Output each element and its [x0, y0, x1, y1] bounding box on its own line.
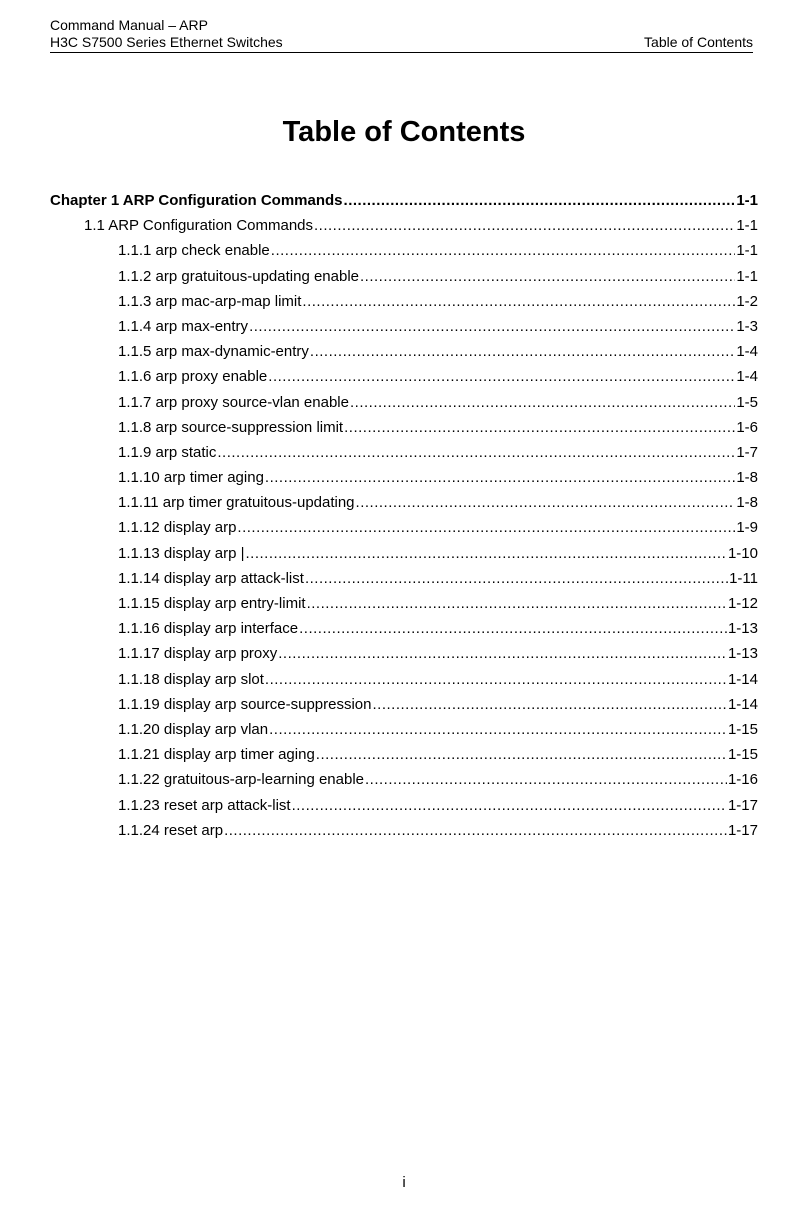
toc-leader-dots: [316, 742, 727, 767]
toc-entry[interactable]: [50, 616, 758, 641]
toc-entry-page[interactable]: 1-16: [727, 771, 758, 789]
toc-leader-dots: [265, 667, 727, 692]
toc-entry-title[interactable]: 1.1.4 arp max-entry: [118, 317, 249, 335]
toc-entry[interactable]: [50, 717, 758, 742]
toc-leader-dots: [224, 818, 727, 843]
toc-leader-dots: [249, 314, 735, 339]
toc-leader-dots: [310, 339, 735, 364]
toc-leader-dots: [265, 465, 735, 490]
toc-entry-title[interactable]: 1.1 ARP Configuration Commands: [84, 217, 314, 235]
toc-entry[interactable]: [50, 818, 758, 843]
toc-leader-dots: [299, 616, 727, 641]
toc-entry[interactable]: [50, 264, 758, 289]
toc-entry[interactable]: [50, 767, 758, 792]
toc-entry-page[interactable]: 1-17: [727, 821, 758, 839]
toc-entry[interactable]: [50, 541, 758, 566]
toc-entry[interactable]: [50, 188, 758, 213]
toc-leader-dots: [344, 188, 736, 213]
toc-entry-page[interactable]: 1-1: [736, 242, 758, 260]
page-number: i: [402, 1174, 406, 1191]
toc-entry-page[interactable]: 1-6: [736, 418, 758, 436]
toc-entry[interactable]: [50, 440, 758, 465]
toc-entry-title[interactable]: 1.1.8 arp source-suppression limit: [118, 418, 344, 436]
toc-entry[interactable]: [50, 289, 758, 314]
toc-entry-page[interactable]: 1-15: [727, 720, 758, 738]
header-row-2: [50, 34, 753, 51]
toc-entry[interactable]: [50, 515, 758, 540]
toc-entry-title[interactable]: 1.1.13 display arp |: [118, 544, 245, 562]
toc-entry-page[interactable]: 1-5: [736, 393, 758, 411]
toc-entry-title[interactable]: 1.1.24 reset arp: [118, 821, 224, 839]
toc-entry-page[interactable]: 1-8: [736, 469, 758, 487]
toc-leader-dots: [302, 289, 735, 314]
toc-entry[interactable]: [50, 339, 758, 364]
toc-entry-title[interactable]: 1.1.21 display arp timer aging: [118, 746, 315, 764]
page-header: [50, 17, 753, 53]
toc-leader-dots: [245, 541, 726, 566]
toc-entry-page[interactable]: 1-3: [736, 317, 758, 335]
toc-entry[interactable]: [50, 390, 758, 415]
toc-leader-dots: [350, 390, 735, 415]
toc-entry-page[interactable]: 1-15: [727, 746, 758, 764]
toc-entry[interactable]: [50, 667, 758, 692]
toc-leader-dots: [268, 364, 735, 389]
toc-entry-page[interactable]: 1-14: [727, 670, 758, 688]
toc-entry-title[interactable]: 1.1.16 display arp interface: [118, 620, 299, 638]
toc-entry[interactable]: [50, 591, 758, 616]
product-name: H3C S7500 Series Ethernet Switches: [50, 34, 283, 50]
toc-entry[interactable]: [50, 490, 758, 515]
toc-entry-page[interactable]: 1-4: [736, 343, 758, 361]
toc-leader-dots: [237, 515, 735, 540]
toc-entry-page[interactable]: 1-17: [727, 796, 758, 814]
toc-leader-dots: [372, 692, 726, 717]
toc-entry-page[interactable]: 1-1: [736, 192, 758, 209]
toc-leader-dots: [365, 767, 727, 792]
toc-leader-dots: [269, 717, 727, 742]
toc-entry-title[interactable]: 1.1.9 arp static: [118, 443, 217, 461]
toc-entry-title[interactable]: 1.1.2 arp gratuitous-updating enable: [118, 267, 360, 285]
toc-entry[interactable]: [50, 641, 758, 666]
toc-entry-page[interactable]: 1-1: [736, 267, 758, 285]
toc-entry-page[interactable]: 1-13: [727, 620, 758, 638]
toc-entry-title[interactable]: 1.1.6 arp proxy enable: [118, 368, 268, 386]
toc-entry[interactable]: [50, 566, 758, 591]
toc-entry[interactable]: [50, 465, 758, 490]
toc-entry-page[interactable]: 1-7: [736, 443, 758, 461]
toc-leader-dots: [292, 793, 727, 818]
toc-entry[interactable]: [50, 314, 758, 339]
table-of-contents: [50, 188, 758, 843]
manual-title: Command Manual – ARP: [50, 17, 208, 33]
toc-entry-page[interactable]: 1-10: [727, 544, 758, 562]
toc-entry-title[interactable]: 1.1.18 display arp slot: [118, 670, 264, 688]
toc-leader-dots: [344, 415, 735, 440]
toc-entry-title[interactable]: 1.1.5 arp max-dynamic-entry: [118, 343, 309, 361]
toc-entry[interactable]: [50, 793, 758, 818]
toc-entry-title[interactable]: 1.1.12 display arp: [118, 519, 237, 537]
toc-entry[interactable]: [50, 238, 758, 263]
toc-leader-dots: [360, 264, 735, 289]
toc-entry[interactable]: [50, 742, 758, 767]
toc-entry-title[interactable]: Chapter 1 ARP Configuration Commands: [50, 192, 343, 209]
toc-entry-title[interactable]: 1.1.15 display arp entry-limit: [118, 595, 306, 612]
toc-entry-title[interactable]: 1.1.17 display arp proxy: [118, 645, 278, 663]
toc-entry-title[interactable]: 1.1.7 arp proxy source-vlan enable: [118, 393, 349, 411]
toc-entry-title[interactable]: 1.1.23 reset arp attack-list: [118, 796, 291, 814]
toc-entry-page[interactable]: 1-2: [736, 292, 758, 310]
toc-entry-page[interactable]: 1-12: [727, 595, 758, 612]
toc-leader-dots: [356, 490, 736, 515]
toc-entry-page[interactable]: 1-8: [736, 494, 758, 512]
toc-entry[interactable]: [50, 415, 758, 440]
toc-entry-page[interactable]: 1-14: [727, 695, 758, 713]
toc-entry-title[interactable]: 1.1.11 arp timer gratuitous-updating: [118, 494, 355, 512]
toc-entry-title[interactable]: 1.1.22 gratuitous-arp-learning enable: [118, 771, 364, 789]
toc-entry[interactable]: [50, 692, 758, 717]
toc-entry-title[interactable]: 1.1.1 arp check enable: [118, 242, 270, 260]
header-row-1: [50, 17, 753, 34]
toc-leader-dots: [278, 641, 727, 666]
toc-entry[interactable]: [50, 364, 758, 389]
toc-entry-page[interactable]: 1-1: [736, 217, 758, 235]
toc-leader-dots: [307, 591, 727, 616]
toc-entry-title[interactable]: 1.1.10 arp timer aging: [118, 469, 264, 487]
page-title: Table of Contents: [282, 116, 526, 148]
toc-entry-page[interactable]: 1-13: [727, 645, 758, 663]
toc-leader-dots: [217, 440, 735, 465]
toc-entry-title[interactable]: 1.1.19 display arp source-suppression: [118, 695, 372, 713]
toc-entry-page[interactable]: 1-11: [729, 569, 758, 587]
toc-leader-dots: [305, 566, 728, 591]
toc-entry-page[interactable]: 1-9: [736, 519, 758, 537]
toc-entry-title[interactable]: 1.1.14 display arp attack-list: [118, 569, 304, 587]
toc-leader-dots: [314, 213, 735, 238]
toc-entry-title[interactable]: 1.1.3 arp mac-arp-map limit: [118, 292, 302, 310]
toc-entry-title[interactable]: 1.1.20 display arp vlan: [118, 720, 269, 738]
toc-entry-page[interactable]: 1-4: [736, 368, 758, 386]
toc-leader-dots: [271, 238, 736, 263]
section-name: Table of Contents: [644, 34, 753, 50]
toc-entry[interactable]: [50, 213, 758, 238]
